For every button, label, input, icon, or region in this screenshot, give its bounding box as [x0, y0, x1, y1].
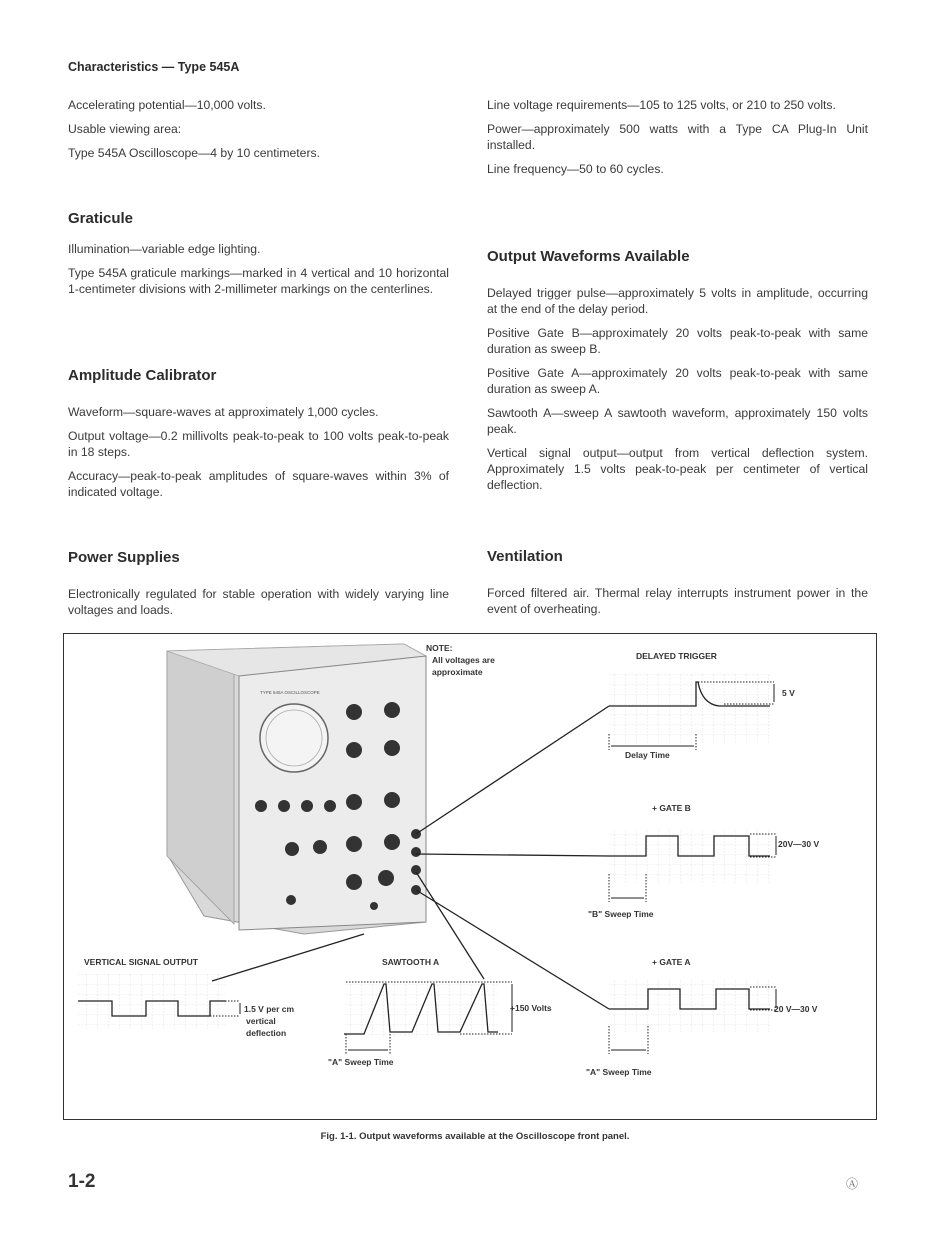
vso-amplitude-line-2: vertical: [246, 1016, 276, 1026]
page-header: Characteristics — Type 545A: [68, 60, 240, 74]
a-sweep-time-gate-label: "A" Sweep Time: [586, 1067, 652, 1077]
power-supplies-section: [68, 550, 449, 626]
graticule-section: [68, 211, 449, 305]
delayed-trigger-graticule: [609, 674, 770, 744]
ventilation-para: Forced filtered air. Thermal relay interrupts instrument power in the event of overheating.: [487, 586, 868, 616]
oscilloscope-image: [167, 644, 426, 934]
output-waveforms-heading: Output Waveforms Available: [487, 248, 690, 265]
graticule-heading: Graticule: [68, 210, 134, 227]
vso-amplitude-line-3: deflection: [246, 1028, 287, 1038]
figure-caption: Fig. 1-1. Output waveforms available at the Oscilloscope front panel.: [320, 1131, 630, 1142]
figure-drawing: [64, 634, 875, 1118]
output-para-2: Positive Gate B—approximately 20 volts peak-to-peak with same duration as sweep B.: [487, 326, 868, 356]
sawtooth-label: SAWTOOTH A: [382, 957, 440, 967]
scope-front-label: TYPE 545A OSCILLOSCOPE: [260, 690, 320, 695]
gate-a-amplitude: 20 V—30 V: [774, 1004, 818, 1014]
amplitude-para-3: Accuracy—peak-to-peak amplitudes of square-waves within 3% of indicated voltage.: [68, 469, 449, 499]
line-para-3: Line frequency—50 to 60 cycles.: [487, 162, 664, 176]
gate-b-label: + GATE B: [652, 803, 691, 813]
note-line-1: All voltages are: [432, 655, 495, 665]
power-supplies-para: Electronically regulated for stable operation with widely varying line voltages and loads.: [68, 587, 449, 617]
amplitude-para-1: Waveform—square-waves at approximately 1,000 cycles.: [68, 405, 379, 419]
output-para-3: Positive Gate A—approximately 20 volts peak-to-peak with same duration as sweep A.: [487, 366, 868, 396]
ventilation-section: [487, 549, 868, 625]
output-para-5: Vertical signal output—output from vertical deflection system. Approximately 1.5 volts peak-to-peak per centimeter of vertical deflection.: [487, 446, 868, 492]
line-para-2: Power—approximately 500 watts with a Type CA Plug-In Unit installed.: [487, 122, 868, 152]
power-supplies-heading: Power Supplies: [68, 549, 180, 566]
ventilation-heading: Ventilation: [487, 548, 563, 565]
output-para-4: Sawtooth A—sweep A sawtooth waveform, approximately 150 volts peak.: [487, 406, 868, 436]
a-sweep-time-saw-label: "A" Sweep Time: [328, 1057, 394, 1067]
delay-time-label: Delay Time: [625, 750, 670, 760]
gate-b-amplitude: 20V—30 V: [778, 839, 820, 849]
line-para-1: Line voltage requirements—105 to 125 volts, or 210 to 250 volts.: [487, 98, 836, 112]
crt-para-3: Type 545A Oscilloscope—4 by 10 centimeters.: [68, 146, 321, 160]
amplitude-para-2: Output voltage—0.2 millivolts peak-to-peak to 100 volts peak-to-peak in 18 steps.: [68, 429, 449, 459]
crt-para-1: Accelerating potential—10,000 volts.: [68, 98, 266, 112]
graticule-para-2: Type 545A graticule markings—marked in 4 vertical and 10 horizontal 1-centimeter divisions with 2-millimeter markings on the centerlines.: [68, 266, 449, 296]
vertical-signal-output-label: VERTICAL SIGNAL OUTPUT: [84, 957, 198, 967]
publisher-logo: Ⓐ: [846, 1177, 859, 1191]
sawtooth-amplitude: +150 Volts: [510, 1003, 552, 1013]
crt-para-2: Usable viewing area:: [68, 122, 182, 136]
output-para-1: Delayed trigger pulse—approximately 5 volts in amplitude, occurring at the end of the delay period.: [487, 286, 868, 316]
page-number: 1-2: [68, 1171, 96, 1192]
output-waveforms-section: [487, 249, 868, 501]
note-title: NOTE:: [426, 643, 453, 653]
gate-a-graticule: [609, 979, 770, 1034]
figure-1-1: [63, 633, 877, 1120]
line-specs: [487, 97, 868, 185]
delayed-trigger-amplitude: 5 V: [782, 688, 795, 698]
delayed-trigger-label: DELAYED TRIGGER: [636, 651, 717, 661]
vso-amplitude-line-1: 1.5 V per cm: [244, 1004, 295, 1014]
note-line-2: approximate: [432, 667, 483, 677]
gate-a-label: + GATE A: [652, 957, 691, 967]
graticule-para-1: Illumination—variable edge lighting.: [68, 242, 261, 256]
amplitude-heading: Amplitude Calibrator: [68, 367, 217, 384]
amplitude-section: [68, 368, 449, 508]
b-sweep-time-label: "B" Sweep Time: [588, 909, 654, 919]
crt-specs: [68, 97, 449, 169]
